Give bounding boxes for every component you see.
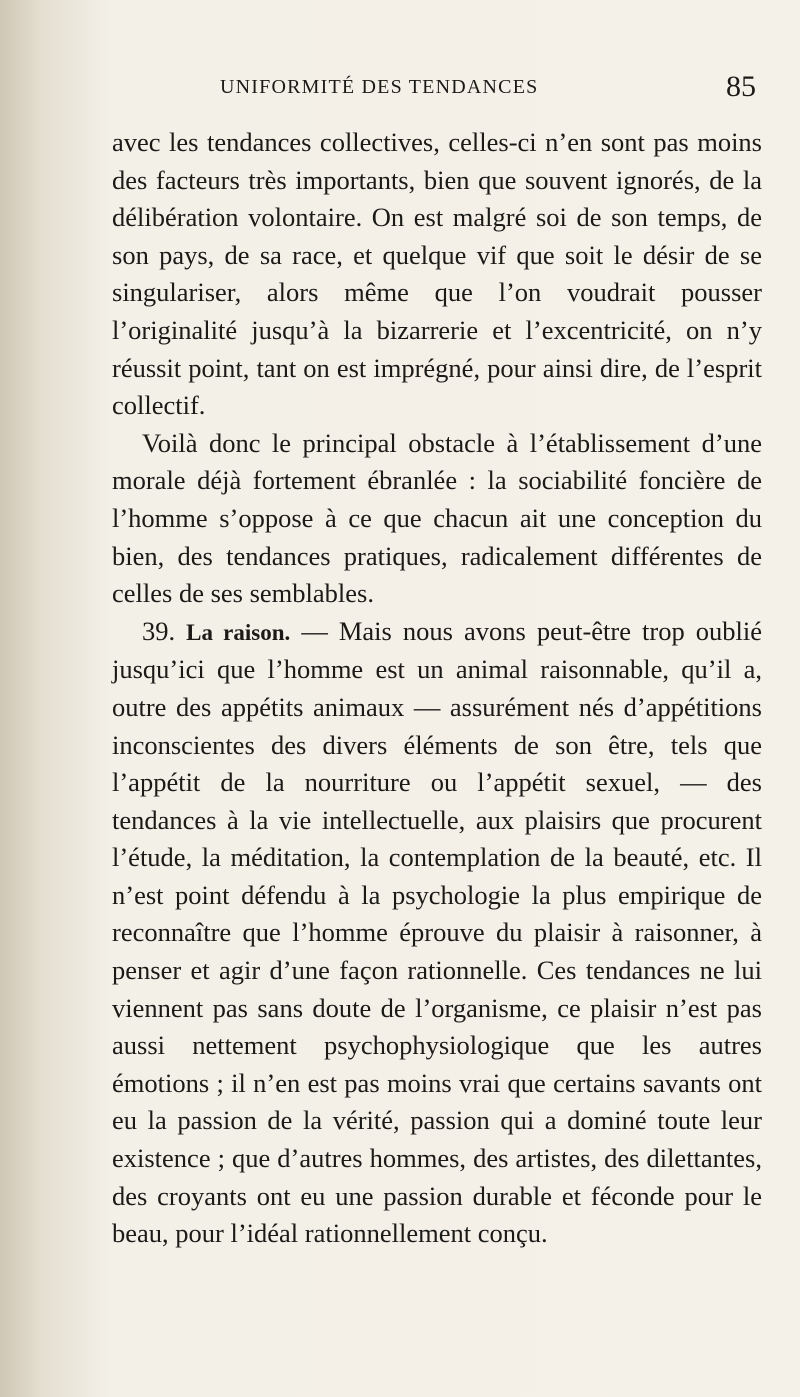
body-text: [112, 124, 762, 1253]
section-number: 39.: [142, 615, 176, 646]
paragraph-continuation: avec les tendances collectives, celles-ci n’en sont pas moins des facteurs très importants, bien que souvent ignorés, de la délibération volontaire. On est malgré soi de son temps, de son pays, de sa race, et quelque vif que soit le désir de se singulariser, alors même que l’on voudrait pousser l’originalité jusqu’à la bizarrerie et l’excentricité, on n’y réussit point, tant on est imprégné, pour ainsi dire, de l’esprit collectif.: [112, 127, 762, 421]
page-number: 85: [726, 70, 756, 103]
page-header: [110, 70, 760, 110]
running-head: UNIFORMITÉ DES TENDANCES: [220, 76, 539, 98]
paragraph-obstacle: Voilà donc le principal obstacle à l’établissement d’une morale déjà fortement ébranlée : la sociabilité foncière de l’homme s’oppose à ce que chacun ait une conception du bien, des tendances pratiques, radicalement différentes de celles de ses semblables.: [112, 427, 762, 609]
paragraph-reason: [112, 613, 762, 1253]
section-title: La raison.: [186, 619, 291, 645]
section-text: — Mais nous avons peut-être trop oublié jusqu’ici que l’homme est un animal raisonnable, qu’il a, outre des appétits animaux — assurément nés d’appétitions inconscientes des divers éléments de son être, tels que l’appétit de la nourriture ou l’appétit sexuel, — des tendances à la vie intellectuelle, aux plaisirs que procurent l’étude, la méditation, la contemplation de la beauté, etc. Il n’est point défendu à la psychologie la plus empirique de reconnaître que l’homme éprouve du plaisir à raisonner, à penser et agir d’une façon rationnelle. Ces tendances ne lui viennent pas sans doute de l’organisme, ce plaisir n’est pas aussi nettement psychophysiologique que les autres émotions ; il n’en est pas moins vrai que certains savants ont eu la passion de la vérité, passion qui a dominé toute leur existence ; que d’autres hommes, des artistes, des dilettantes, des croyants ont eu une passion durable et féconde pour le beau, pour l’idéal rationnellement conçu.: [112, 615, 763, 1249]
